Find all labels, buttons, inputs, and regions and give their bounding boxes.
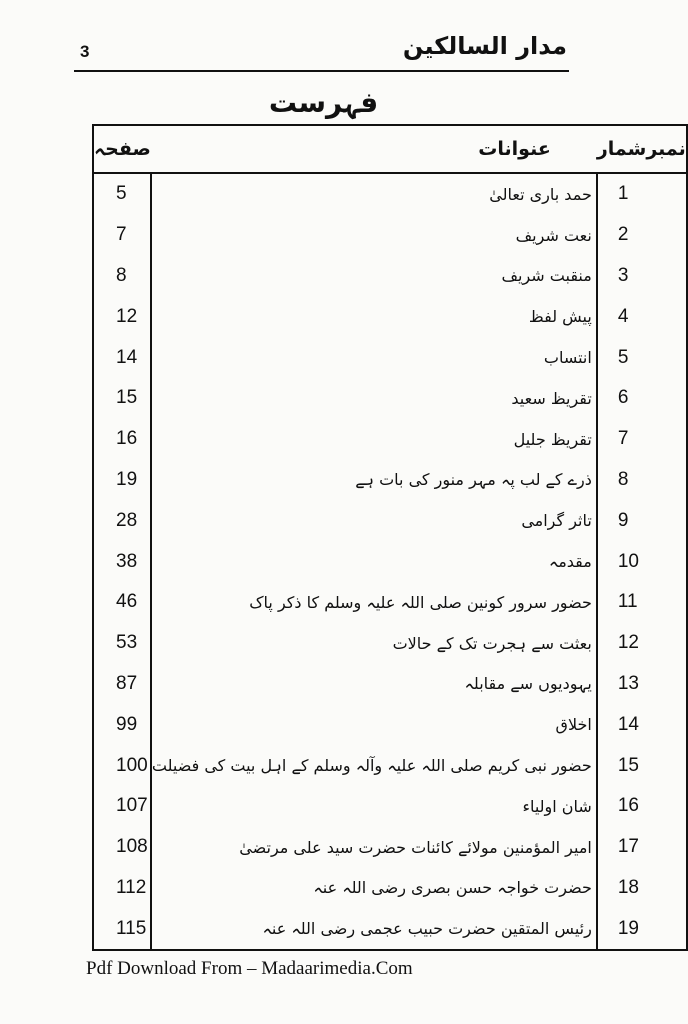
toc-row-number: 10 [597, 541, 687, 582]
footer-credit: Pdf Download From – Madaarimedia.Com [86, 958, 413, 979]
toc-row-page: 107 [116, 795, 148, 817]
column-header-page: صفحہ [93, 125, 151, 173]
toc-row-number: 12 [597, 623, 687, 664]
toc-row-page: 8 [116, 264, 127, 286]
toc-row [93, 256, 687, 297]
toc-row-page: 112 [116, 876, 147, 898]
toc-row-title: حضور نبی کریم صلی اللہ علیہ وآلہ وسلم کے اہل بیت کی فضیلت [151, 745, 597, 786]
toc-row-title: یہودیوں سے مقابلہ [151, 664, 597, 705]
page-number: 3 [80, 42, 90, 61]
toc-row-title: پیش لفظ [151, 296, 597, 337]
toc-row [93, 215, 687, 256]
toc-row [93, 337, 687, 378]
toc-row-number: 8 [597, 460, 687, 501]
toc-row-page: 100 [116, 754, 148, 776]
toc-row-title: رئیس المتقین حضرت حبیب عجمی رضی اللہ عنہ [151, 908, 597, 950]
toc-row-title: تاثر گرامی [151, 500, 597, 541]
toc-row-page: 14 [116, 346, 138, 368]
toc-body [93, 173, 687, 950]
toc-row [93, 173, 687, 215]
toc-row-page: 16 [116, 428, 138, 450]
toc-row-title: اخلاق [151, 704, 597, 745]
toc-row-number: 18 [597, 868, 687, 909]
toc-row-number: 13 [597, 664, 687, 705]
book-title: مدار السالکین [402, 32, 567, 60]
toc-row-page: 12 [116, 305, 138, 327]
toc-title: فہرست [268, 86, 379, 119]
toc-row-title: مقدمہ [151, 541, 597, 582]
toc-row-page: 99 [116, 713, 138, 735]
toc-row-page: 28 [116, 509, 138, 531]
toc-row-page: 108 [116, 836, 148, 858]
toc-row-page: 53 [116, 632, 138, 654]
toc-row-number: 17 [597, 827, 687, 868]
toc-row-number: 1 [597, 173, 687, 215]
toc-row [93, 664, 687, 705]
toc-row [93, 704, 687, 745]
header-divider [74, 70, 569, 72]
column-header-number: نمبرشمار [597, 125, 687, 173]
toc-row-page: 38 [116, 550, 138, 572]
toc-row-title: حمد باری تعالیٰ [151, 173, 597, 215]
toc-row-number: 5 [597, 337, 687, 378]
toc-row-number: 7 [597, 419, 687, 460]
toc-row-title: تقریظ سعید [151, 378, 597, 419]
toc-row-number: 16 [597, 786, 687, 827]
toc-row-number: 19 [597, 908, 687, 950]
toc-row-number: 11 [597, 582, 687, 623]
toc-row-title: نعت شریف [151, 215, 597, 256]
toc-row-page: 15 [116, 387, 138, 409]
toc-row [93, 582, 687, 623]
toc-row-title: انتساب [151, 337, 597, 378]
toc-header-row [93, 125, 687, 173]
toc-row-title: حضور سرور کونین صلی اللہ علیہ وسلم کا ذکر پاک [151, 582, 597, 623]
toc-row [93, 908, 687, 950]
toc-row-number: 9 [597, 500, 687, 541]
toc-row-number: 4 [597, 296, 687, 337]
column-header-title: عنوانات [151, 125, 597, 173]
toc-row-title: حضرت خواجہ حسن بصری رضی اللہ عنہ [151, 868, 597, 909]
toc-row-page: 5 [116, 183, 127, 205]
toc-row-page: 46 [116, 591, 138, 613]
toc-row [93, 296, 687, 337]
toc-table [92, 124, 688, 951]
toc-row-page: 115 [116, 917, 147, 939]
toc-row-number: 3 [597, 256, 687, 297]
toc-row-number: 15 [597, 745, 687, 786]
toc-row-page: 7 [116, 224, 127, 246]
toc-row [93, 827, 687, 868]
toc-row-number: 2 [597, 215, 687, 256]
toc-row-number: 14 [597, 704, 687, 745]
toc-row-number: 6 [597, 378, 687, 419]
toc-row-title: بعثت سے ہجرت تک کے حالات [151, 623, 597, 664]
toc-row [93, 460, 687, 501]
toc-row [93, 378, 687, 419]
toc-row-title: تقریظ جلیل [151, 419, 597, 460]
toc-row-title: شان اولیاء [151, 786, 597, 827]
toc-row [93, 786, 687, 827]
toc-row-title: امیر المؤمنین مولائے کائنات حضرت سید علی مرتضیٰ [151, 827, 597, 868]
toc-row-page: 87 [116, 672, 138, 694]
toc-row-title: منقبت شریف [151, 256, 597, 297]
toc-row [93, 868, 687, 909]
toc-row [93, 541, 687, 582]
toc-row [93, 500, 687, 541]
toc-row [93, 623, 687, 664]
toc-row [93, 745, 687, 786]
toc-row-title: ذرے کے لب پہ مہر منور کی بات ہے [151, 460, 597, 501]
toc-row-page: 19 [116, 468, 138, 490]
toc-row [93, 419, 687, 460]
